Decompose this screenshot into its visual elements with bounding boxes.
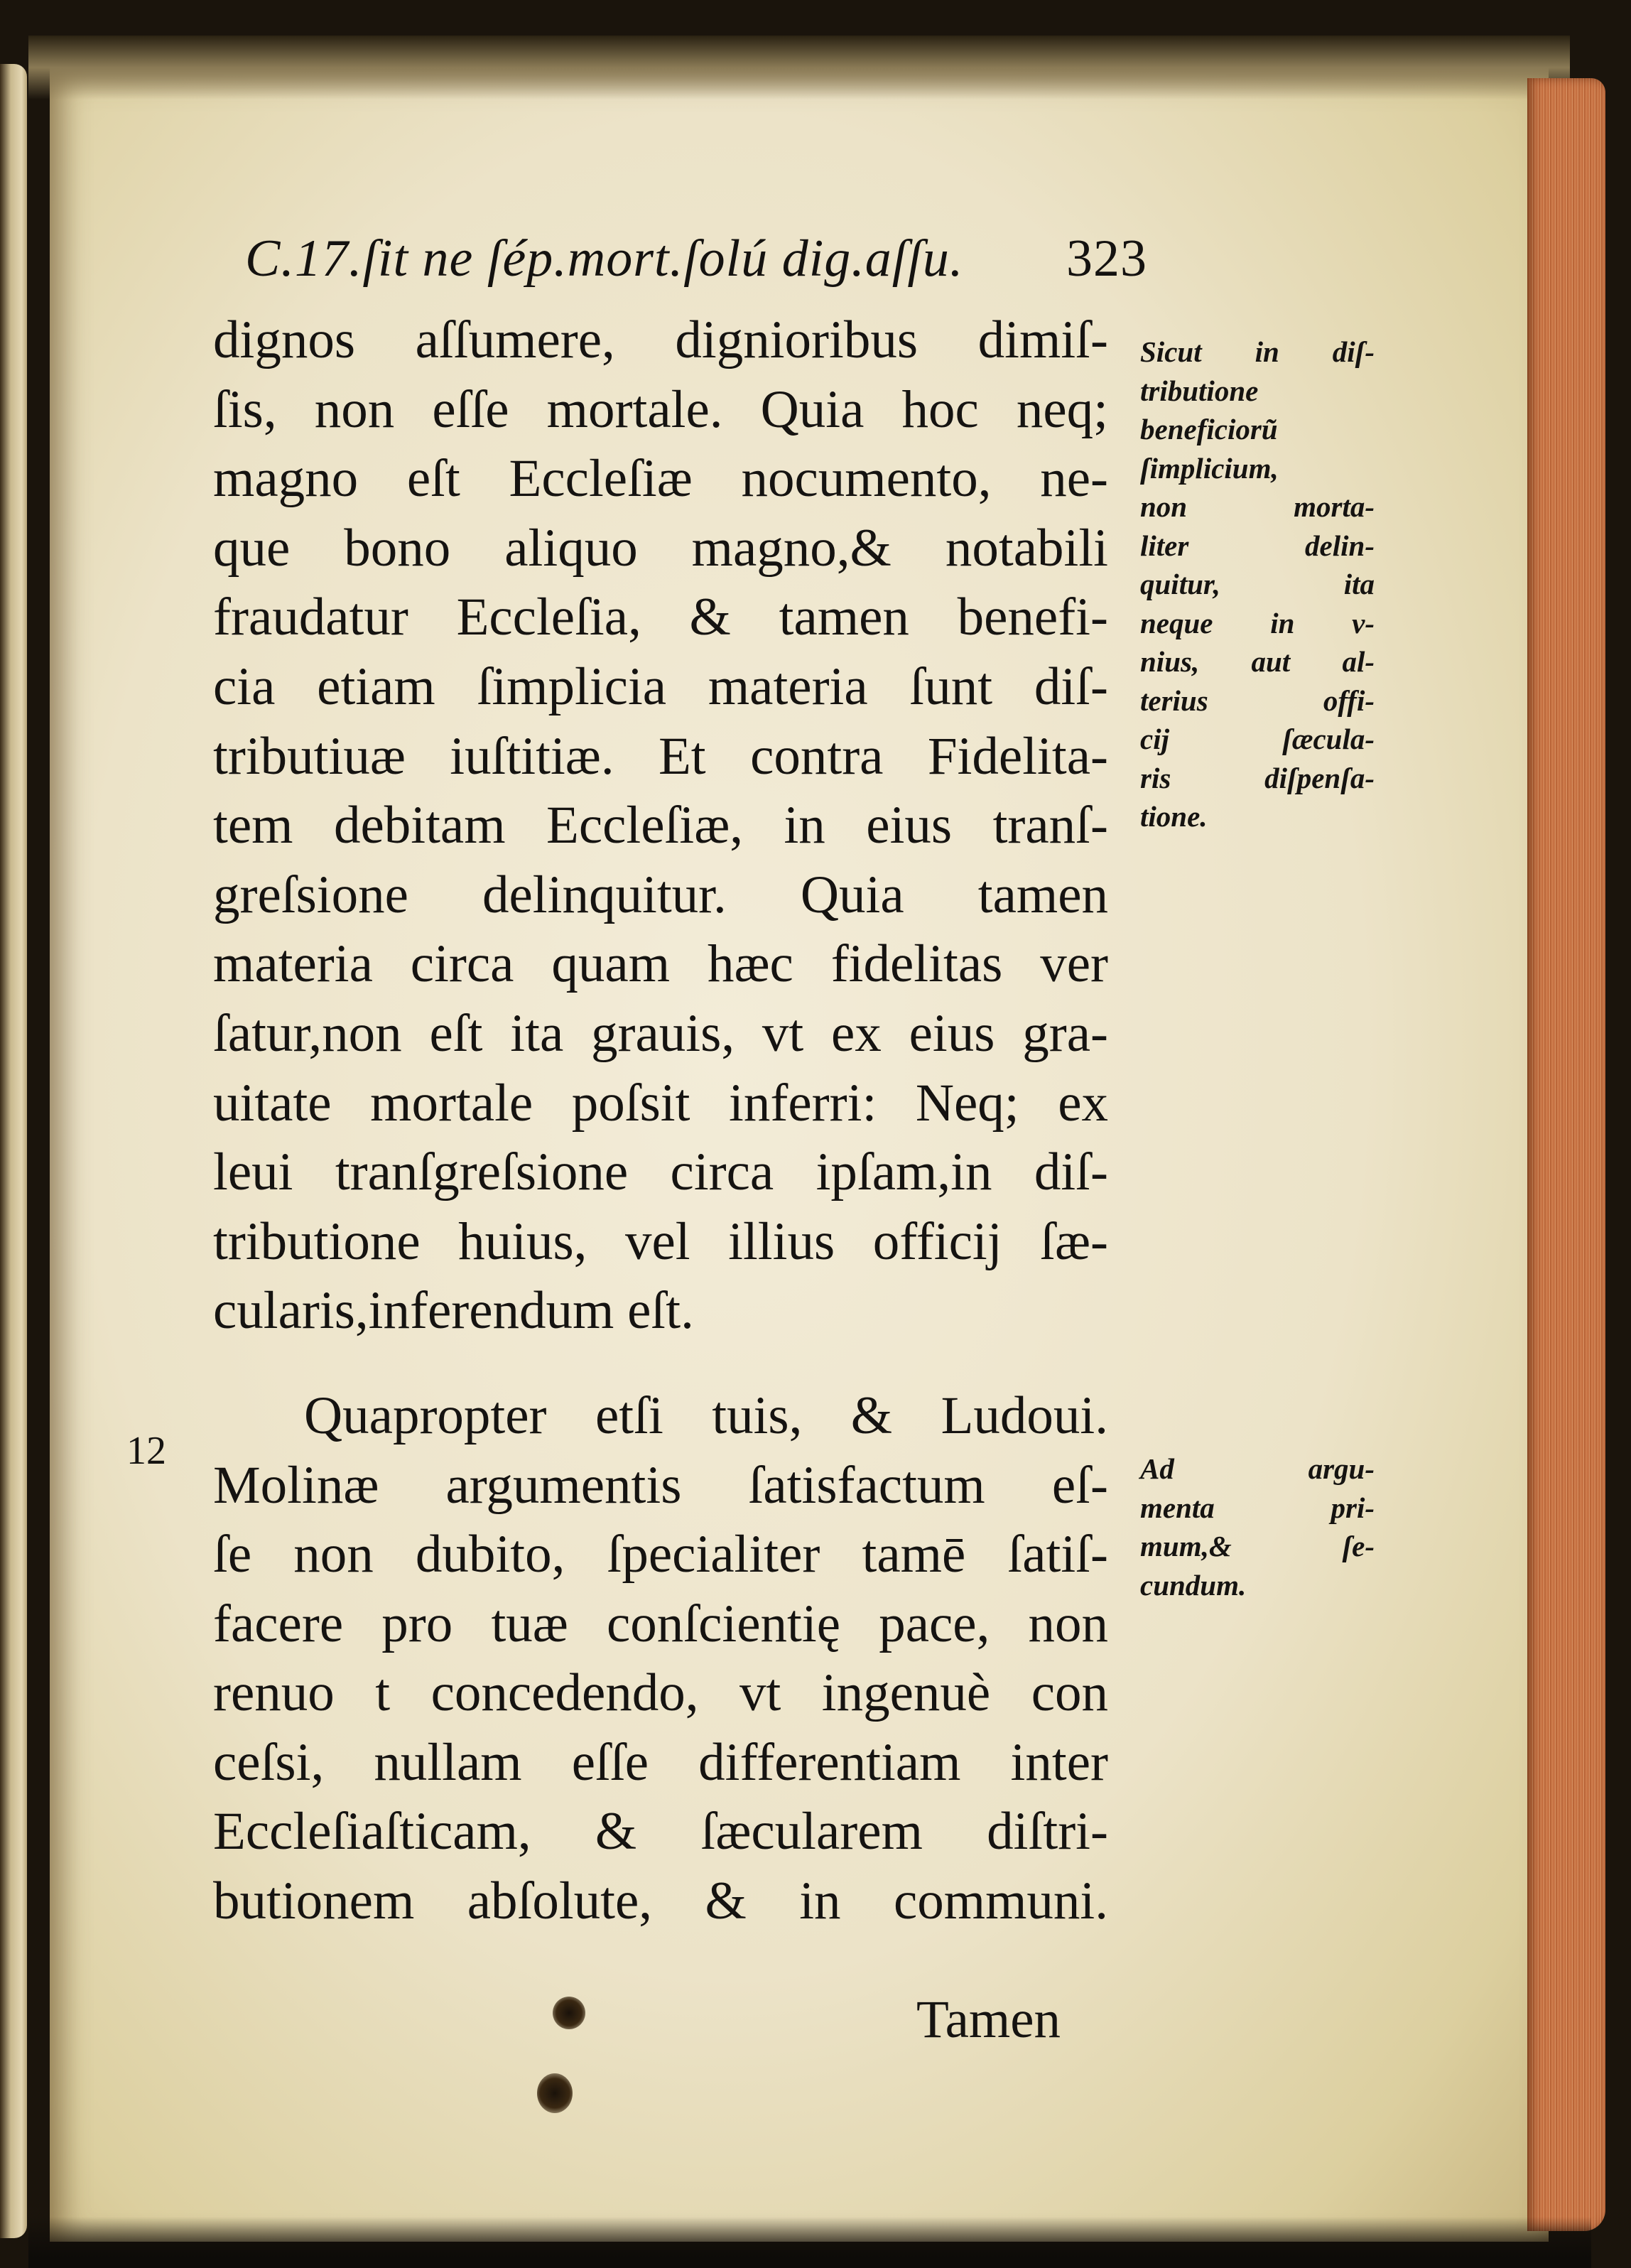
text-line: cia etiam ſimplicia materia ſunt diſ- bbox=[213, 657, 1108, 716]
margin-note-line: tione. bbox=[1140, 800, 1208, 833]
text-line: ſatur,non eſt ita grauis, vt ex eius gra- bbox=[213, 1003, 1108, 1063]
bottom-shadow bbox=[28, 2217, 1591, 2268]
text-line: cularis,inferendum eſt. bbox=[213, 1281, 694, 1341]
running-head-title: C.17.ſit ne ſép.mort.ſolú dig.aſſu. bbox=[245, 230, 964, 288]
text-line: materia circa quam hæc fidelitas ver bbox=[213, 934, 1108, 994]
text-line: Molinæ argumentis ſatisfactum eſ- bbox=[213, 1455, 1108, 1515]
margin-note-line: Ad argu- bbox=[1140, 1452, 1375, 1485]
margin-note-line: neque in v- bbox=[1140, 606, 1375, 639]
text-line: leui tranſgreſsione circa ipſam,in diſ- bbox=[213, 1143, 1108, 1202]
text-line: dignos aſſumere, dignioribus dimiſ- bbox=[213, 310, 1108, 369]
text-line: greſsione delinquitur. Quia tamen bbox=[213, 865, 1108, 924]
top-binding-shadow bbox=[28, 36, 1570, 99]
margin-note-line: beneficiorũ bbox=[1140, 413, 1278, 446]
text-line: ſis, non eſſe mortale. Quia hoc neq; bbox=[213, 379, 1108, 439]
margin-note-line: ris diſpenſa- bbox=[1140, 761, 1375, 794]
text-line: tem debitam Eccleſiæ, in eius tranſ- bbox=[213, 796, 1108, 855]
margin-note-line: liter delin- bbox=[1140, 529, 1375, 562]
page-number: 323 bbox=[1066, 230, 1147, 288]
text-line: renuo t concedendo, vt ingenuè con bbox=[213, 1663, 1108, 1723]
margin-note-line: tributione bbox=[1140, 374, 1259, 407]
text-line: tributiuæ iuſtitiæ. Et contra Fidelita- bbox=[213, 726, 1108, 786]
text-line: ceſsi, nullam eſſe differentiam inter bbox=[213, 1732, 1108, 1792]
margin-note-distribution bbox=[1140, 333, 1375, 836]
margin-note-line: terius offi- bbox=[1140, 684, 1375, 717]
margin-note-line: mum,& ſe- bbox=[1140, 1530, 1375, 1562]
text-line: Quapropter etſi tuis, & Ludoui. bbox=[304, 1386, 1108, 1445]
margin-note-line: cundum. bbox=[1140, 1568, 1247, 1602]
margin-note-line: ſimplicium, bbox=[1140, 451, 1279, 485]
text-line: fraudatur Eccleſia, & tamen benefi- bbox=[213, 588, 1108, 647]
section-number: 12 bbox=[126, 1429, 166, 1473]
catchword: Tamen bbox=[916, 1990, 1061, 2049]
text-line: tributione huius, vel illius officij ſæ- bbox=[213, 1211, 1108, 1271]
page-edges-fore-edge bbox=[1527, 78, 1605, 2231]
margin-note-line: non morta- bbox=[1140, 490, 1375, 523]
paragraph-gap bbox=[213, 1346, 1108, 1381]
text-line: Eccleſiaſticam, & ſæcularem diſtri- bbox=[213, 1802, 1108, 1862]
margin-note-line: cij ſæcula- bbox=[1140, 723, 1375, 755]
text-line: uitate mortale poſsit inferri: Neq; ex bbox=[213, 1073, 1108, 1133]
left-page-edge bbox=[0, 64, 27, 2238]
main-text-block bbox=[213, 306, 1108, 1936]
ink-spot bbox=[553, 1997, 585, 2029]
text-line: facere pro tuæ conſcientię pace, non bbox=[213, 1594, 1108, 1653]
margin-note-line: Sicut in diſ- bbox=[1140, 335, 1375, 368]
text-line: ſe non dubito, ſpecialiter tamē ſatiſ- bbox=[213, 1525, 1108, 1584]
text-line: magno eſt Eccleſiæ nocumento, ne- bbox=[213, 449, 1108, 509]
running-head bbox=[245, 229, 1147, 289]
text-line: butionem abſolute, & in communi. bbox=[213, 1872, 1108, 1931]
margin-note-line: nius, aut al- bbox=[1140, 645, 1375, 678]
ink-spot bbox=[537, 2073, 573, 2113]
margin-note-line: menta pri- bbox=[1140, 1491, 1375, 1524]
text-line: que bono aliquo magno,& notabili bbox=[213, 518, 1108, 578]
margin-note-arguments bbox=[1140, 1449, 1375, 1604]
margin-note-line: quitur, ita bbox=[1140, 568, 1375, 600]
